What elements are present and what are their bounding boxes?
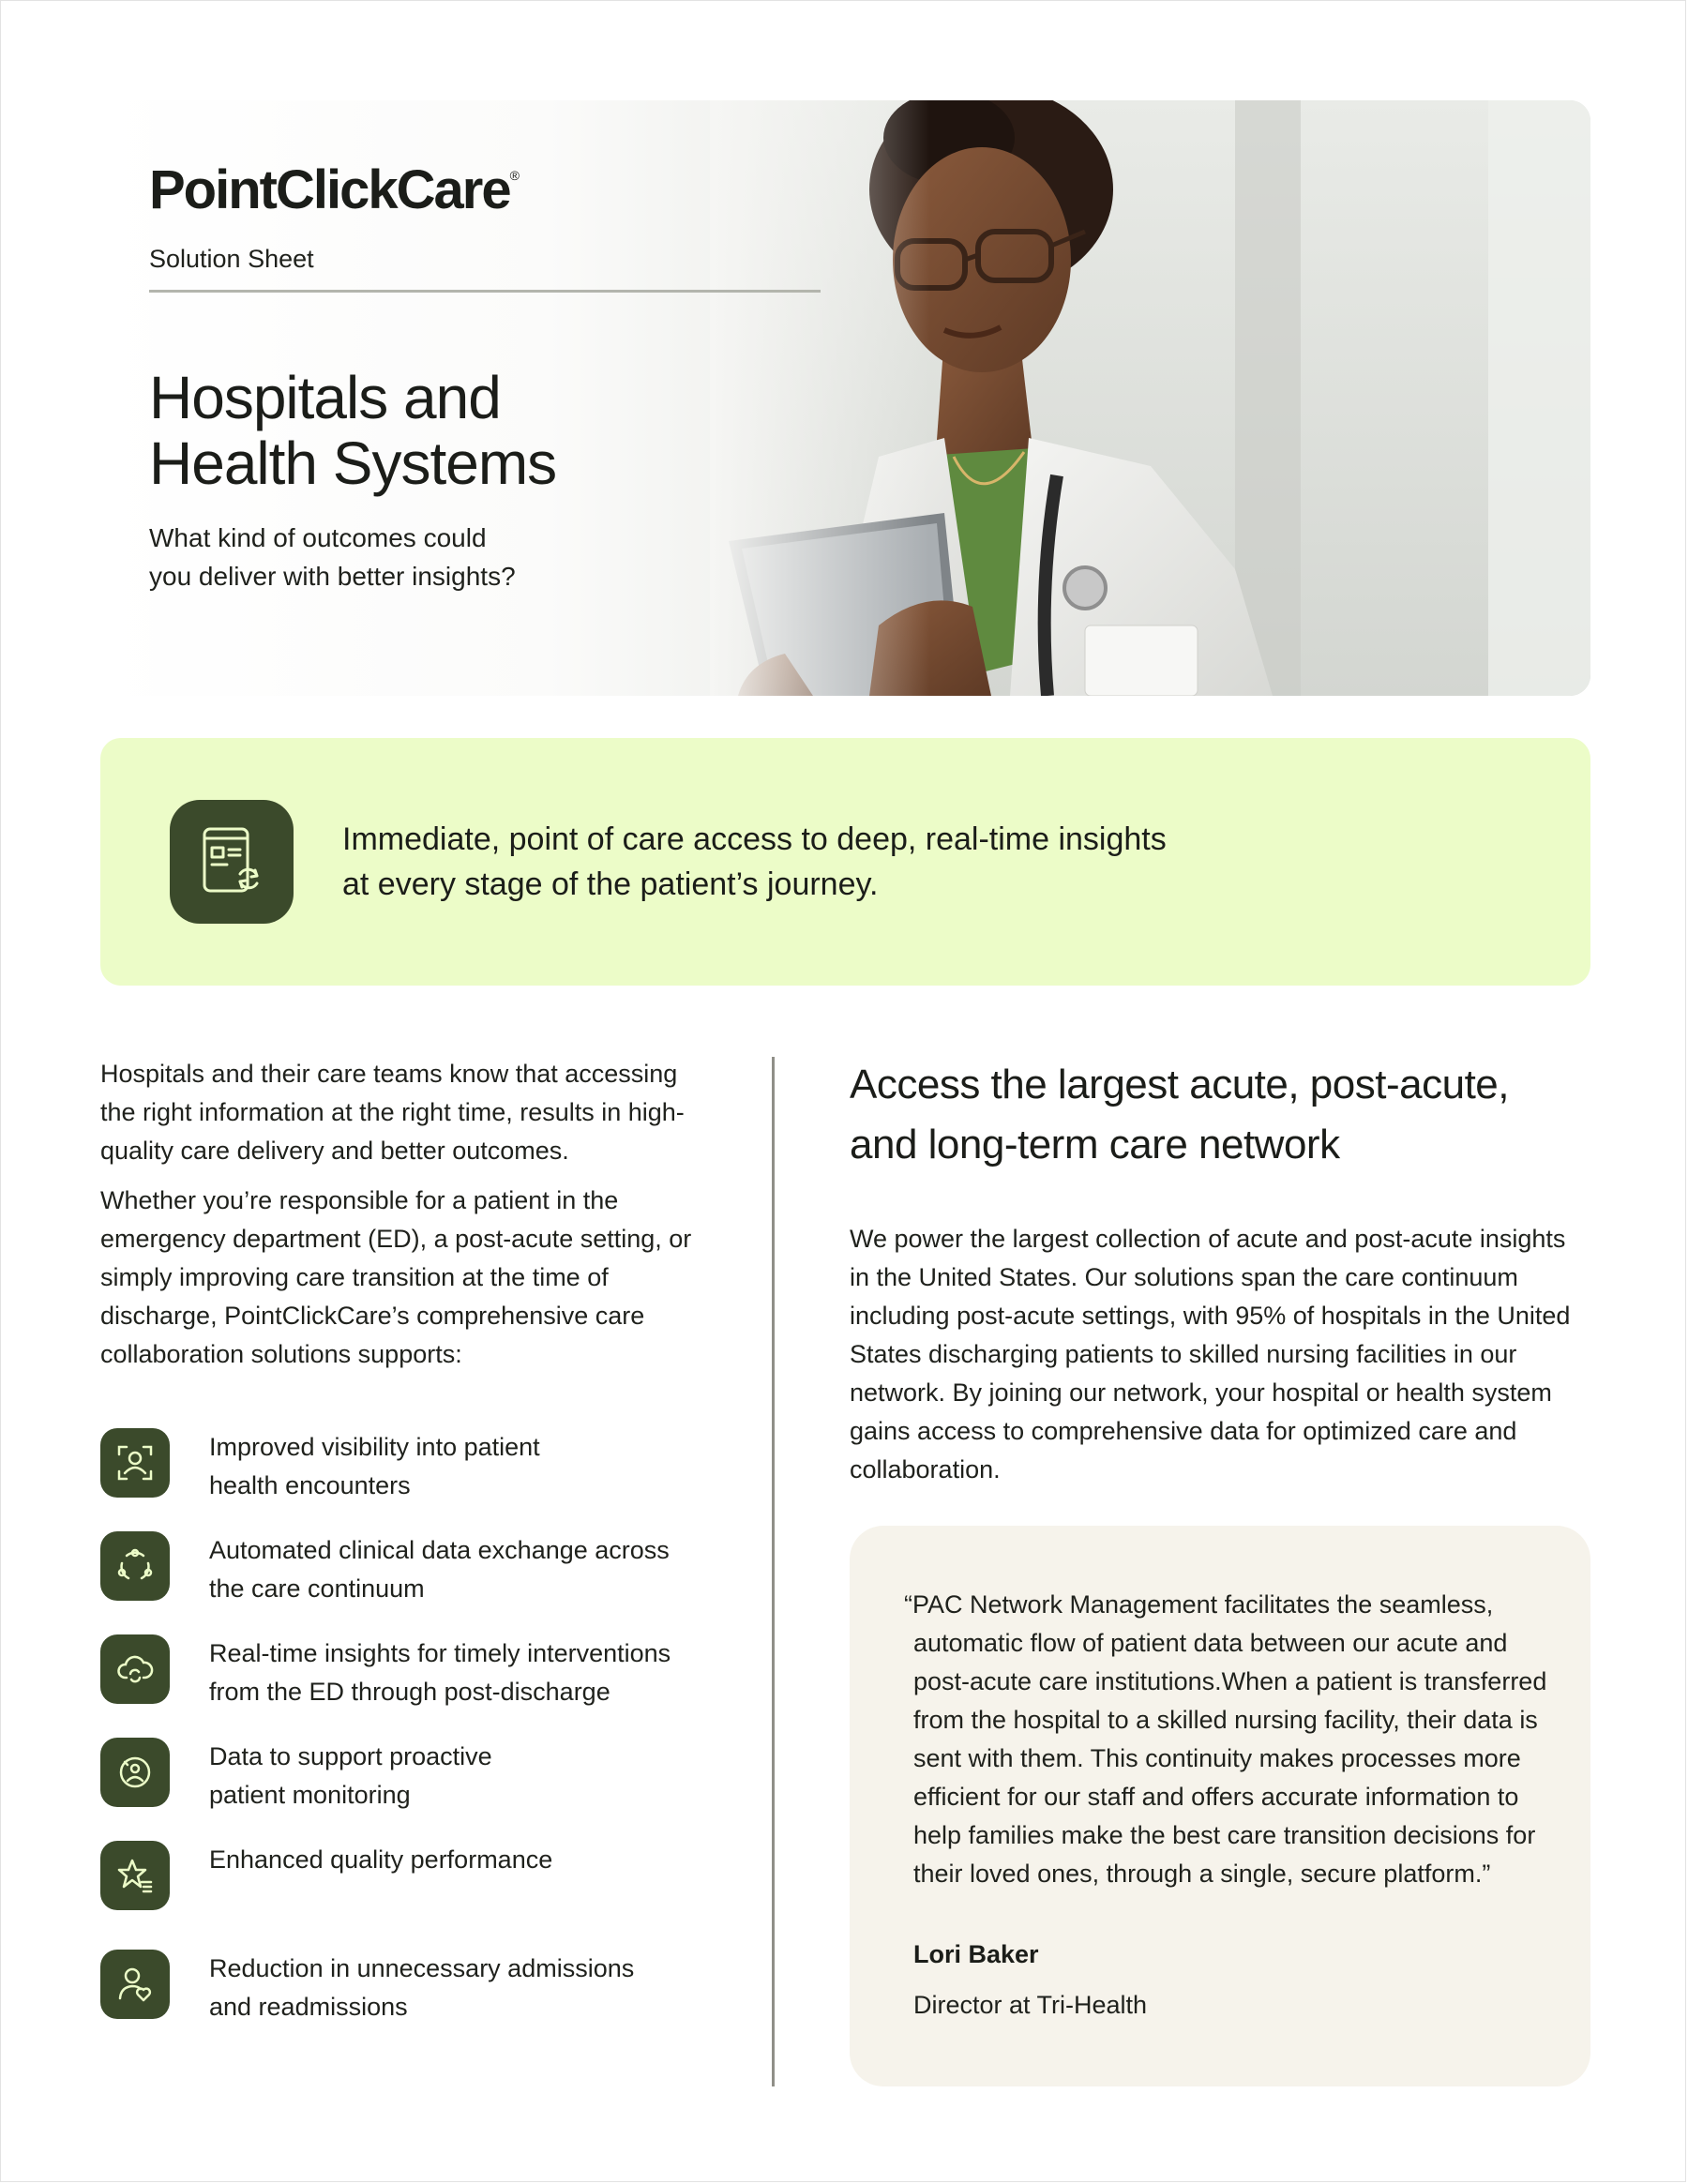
- document-type-label: Solution Sheet: [149, 245, 314, 273]
- testimonial-quote: [850, 1526, 1590, 2086]
- intro-column: [100, 1055, 719, 1385]
- hero-divider: [149, 290, 821, 293]
- hero-banner: [100, 100, 1590, 696]
- list-item: Enhanced quality performance: [100, 1841, 738, 1916]
- tablet-sync-icon: [170, 800, 294, 924]
- column-divider: [772, 1057, 775, 2086]
- quote-author-role: Director at Tri-Health: [913, 1991, 1148, 2019]
- supports-paragraph: Whether you’re responsible for a patient in the emergency department (ED), a post-acute setting, or simply improving care transition at the time of discharge, PointClickCare’s comprehensive care collaboration solutions supports:: [100, 1186, 692, 1368]
- quote-author: Lori Baker: [913, 1940, 1039, 1968]
- patient-monitor-icon: [100, 1738, 170, 1807]
- key-benefit-callout: [100, 738, 1590, 986]
- list-item: Data to support proactive patient monitoring: [100, 1738, 738, 1813]
- star-list-icon: [100, 1841, 170, 1910]
- quote-text: “PAC Network Management facilitates the seamless, automatic flow of patient data between our acute and post-acute care institutions.When a patient is transferred from the hospital to a skilled nursing facility, their data is sent with them. This continuity makes processes more efficient for our staff and offers accurate information to help families make the best care transition decisions for their loved ones, through a single, secure platform.”: [904, 1590, 1547, 1888]
- doctor-with-tablet-photo: [710, 100, 1590, 696]
- person-heart-icon: [100, 1950, 170, 2019]
- list-item: Improved visibility into patient health encounters: [100, 1428, 738, 1503]
- intro-paragraph: Hospitals and their care teams know that accessing the right information at the right time, results in high-quality care delivery and better outcomes.: [100, 1060, 685, 1165]
- page-subtitle: What kind of outcomes could you deliver with better insights?: [149, 523, 516, 591]
- patient-scan-icon: [100, 1428, 170, 1498]
- list-item: Reduction in unnecessary admissions and readmissions: [100, 1950, 738, 2025]
- callout-text: Immediate, point of care access to deep, real-time insights at every stage of the patient’s journey.: [342, 821, 1167, 902]
- cloud-sync-icon: [100, 1634, 170, 1704]
- cycle-exchange-icon: [100, 1531, 170, 1601]
- page-title: Hospitals and Health Systems: [149, 364, 557, 497]
- list-item: Automated clinical data exchange across the care continuum: [100, 1531, 738, 1606]
- network-heading: Access the largest acute, post-acute, and long-term care network: [850, 1062, 1509, 1167]
- network-paragraph: We power the largest collection of acute and post-acute insights in the United States. Our solutions span the care continuum including post-acute settings, with 95% of hospitals in the United States discharging patients to skilled nursing facilities in our network. By joining our network, your hospital or health system gains access to comprehensive data for optimized care and collaboration.: [850, 1225, 1571, 1484]
- brand-logo: PointClickCare®: [149, 159, 520, 220]
- list-item: Real-time insights for timely interventions from the ED through post-discharge: [100, 1634, 738, 1710]
